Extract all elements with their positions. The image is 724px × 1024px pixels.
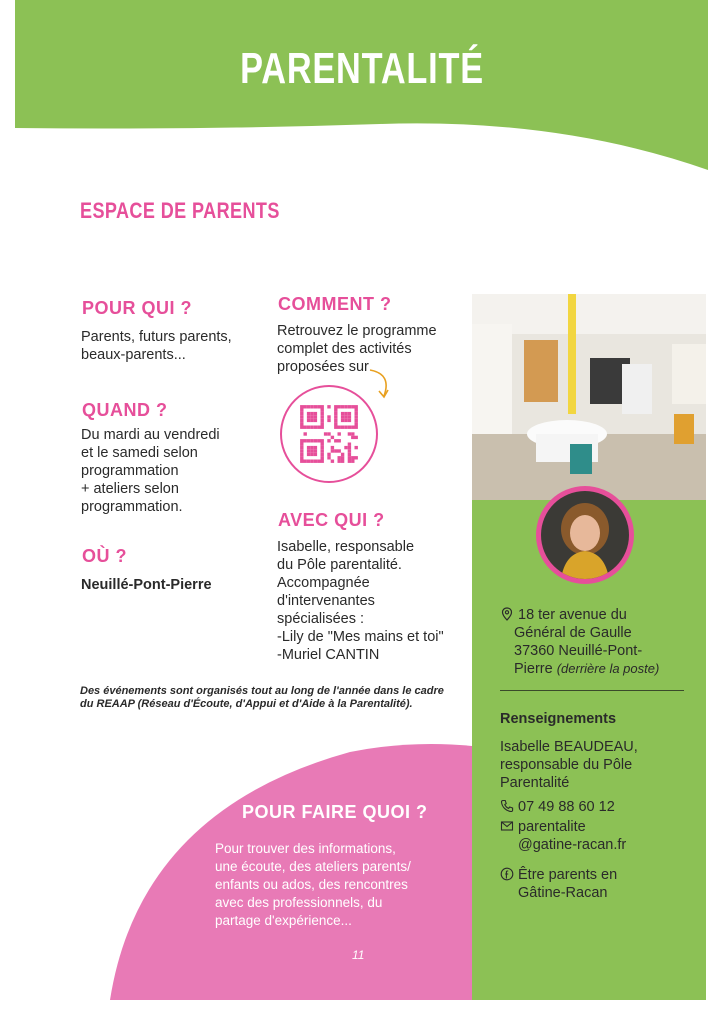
contact-heading: Renseignements <box>500 711 617 727</box>
qr-cell <box>338 456 341 459</box>
section-title: ESPACE DE PARENTS <box>80 198 280 223</box>
qr-cell <box>355 415 358 418</box>
qr-cell <box>334 422 337 425</box>
location-pin-icon <box>500 607 514 621</box>
qr-cell <box>351 426 354 429</box>
text-line: Du mardi au vendredi <box>81 427 220 443</box>
qr-cell <box>355 456 358 459</box>
qr-cell <box>300 409 303 412</box>
qr-cell <box>310 460 313 463</box>
text-line: Isabelle BEAUDEAU, <box>500 739 638 755</box>
facebook-line[interactable]: Gâtine-Racan <box>518 885 608 901</box>
ou-place: Neuillé-Pont-Pierre <box>81 577 212 593</box>
email-line[interactable]: parentalite <box>518 819 586 835</box>
qr-cell <box>300 460 303 463</box>
qr-cell <box>307 446 310 449</box>
qr-cell <box>327 405 330 408</box>
qr-cell <box>327 453 330 456</box>
qr-cell <box>338 439 341 442</box>
page-number: 11 <box>352 948 365 962</box>
qr-cell <box>355 436 358 439</box>
qr-cell <box>307 453 310 456</box>
qr-cell <box>338 449 341 452</box>
text-line <box>500 606 659 624</box>
qr-cell <box>341 453 344 456</box>
phone-number[interactable]: 07 49 88 60 12 <box>518 799 615 815</box>
qr-cell <box>300 456 303 459</box>
qr-cell <box>310 439 313 442</box>
text-line: d'intervenantes <box>277 593 375 609</box>
portrait-image <box>541 491 629 579</box>
qr-cell <box>341 419 344 422</box>
qr-cell <box>317 460 320 463</box>
qr-cell <box>310 419 313 422</box>
qr-cell <box>344 412 347 415</box>
qr-cell <box>310 412 313 415</box>
qr-cell <box>351 436 354 439</box>
qr-cell <box>300 419 303 422</box>
text-line <box>500 818 626 836</box>
text-line: spécialisées : <box>277 611 365 627</box>
qr-cell <box>321 409 324 412</box>
qr-cell <box>331 436 334 439</box>
qr-cell <box>351 405 354 408</box>
text-line: avec des professionnels, du <box>215 895 383 910</box>
qr-cell <box>355 426 358 429</box>
qr-cell <box>355 405 358 408</box>
address-line: 37360 Neuillé-Pont- <box>514 643 643 659</box>
qr-cell <box>317 426 320 429</box>
qr-cell <box>348 453 351 456</box>
qr-cell <box>307 439 310 442</box>
qr-cell <box>341 412 344 415</box>
qr-cell <box>341 456 344 459</box>
qr-cell <box>304 460 307 463</box>
comment-heading: COMMENT ? <box>278 294 392 314</box>
qr-cell <box>307 405 310 408</box>
qr-cell <box>344 415 347 418</box>
qr-cell <box>314 439 317 442</box>
qr-cell <box>334 415 337 418</box>
text-line: programmation. <box>81 499 183 515</box>
text-line: -Muriel CANTIN <box>277 647 380 663</box>
qr-cell <box>314 412 317 415</box>
pour-qui-heading: POUR QUI ? <box>82 298 193 318</box>
qr-cell <box>341 405 344 408</box>
qr-cell <box>307 449 310 452</box>
qr-cell <box>321 412 324 415</box>
qr-cell <box>355 409 358 412</box>
text-line: -Lily de "Mes mains et toi" <box>277 629 444 645</box>
qr-cell <box>348 412 351 415</box>
qr-cell <box>321 422 324 425</box>
text-line: + ateliers selon <box>81 481 179 497</box>
qr-cell <box>327 439 330 442</box>
divider <box>500 690 684 691</box>
qr-cell <box>348 449 351 452</box>
address-line <box>500 660 659 678</box>
text-line: complet des activités <box>277 341 412 357</box>
qr-cell <box>327 415 330 418</box>
facebook-line[interactable]: Être parents en <box>518 867 618 883</box>
text-line: programmation <box>81 463 179 479</box>
email[interactable] <box>500 818 626 854</box>
qr-cell <box>324 432 327 435</box>
qr-cell <box>300 405 303 408</box>
qr-cell <box>344 426 347 429</box>
qr-code[interactable] <box>279 384 379 484</box>
qr-cell <box>307 415 310 418</box>
qr-cell <box>300 443 303 446</box>
qr-cell <box>321 443 324 446</box>
qr-cell <box>310 415 313 418</box>
qr-cell <box>300 439 303 442</box>
page-title: PARENTALITÉ <box>240 44 484 93</box>
qr-cell <box>307 412 310 415</box>
qr-cell <box>317 439 320 442</box>
qr-cell <box>334 412 337 415</box>
pour-faire-quoi-heading: POUR FAIRE QUOI ? <box>242 802 428 822</box>
qr-cell <box>331 449 334 452</box>
address-last-line: Pierre <box>514 661 553 677</box>
qr-cell <box>321 426 324 429</box>
text-line: Retrouvez le programme <box>277 323 437 339</box>
qr-cell <box>300 415 303 418</box>
qr-cell <box>348 415 351 418</box>
email-line[interactable]: @gatine-racan.fr <box>518 837 627 853</box>
pour-qui-text <box>81 328 232 364</box>
text-line: Parents, futurs parents, <box>81 329 232 345</box>
qr-cell <box>351 432 354 435</box>
qr-cell <box>321 449 324 452</box>
qr-cell <box>355 422 358 425</box>
quand-text <box>81 426 220 516</box>
qr-cell <box>348 443 351 446</box>
qr-cell <box>300 412 303 415</box>
email-icon <box>500 819 514 833</box>
qr-cell <box>338 460 341 463</box>
qr-cell <box>338 432 341 435</box>
address-line: Général de Gaulle <box>514 625 632 641</box>
qr-cell <box>310 426 313 429</box>
text-line: Isabelle, responsable <box>277 539 415 555</box>
comment-text <box>277 322 437 376</box>
qr-cell <box>304 405 307 408</box>
qr-cell <box>348 426 351 429</box>
qr-cell <box>334 405 337 408</box>
qr-cell <box>321 446 324 449</box>
address-line: 18 ter avenue du <box>518 607 627 623</box>
phone-icon <box>500 799 514 813</box>
qr-cell <box>334 439 337 442</box>
avec-qui-heading: AVEC QUI ? <box>278 510 385 530</box>
qr-cell <box>307 419 310 422</box>
qr-cell <box>334 409 337 412</box>
text-line: enfants ou ados, des rencontres <box>215 877 408 892</box>
text-line: responsable du Pôle <box>500 757 633 773</box>
qr-cell <box>351 456 354 459</box>
contact-person <box>500 738 638 792</box>
address-note: (derrière la poste) <box>556 661 660 676</box>
qr-cell <box>314 460 317 463</box>
qr-cell <box>314 449 317 452</box>
qr-cell <box>310 453 313 456</box>
qr-cell <box>300 453 303 456</box>
qr-cell <box>327 432 330 435</box>
address <box>500 606 659 678</box>
phone[interactable] <box>500 798 615 816</box>
qr-cell <box>344 405 347 408</box>
qr-cell <box>344 446 347 449</box>
qr-cell <box>334 419 337 422</box>
pour-faire-quoi-text <box>215 840 445 930</box>
text-line: Accompagnée <box>277 575 370 591</box>
qr-cell <box>304 439 307 442</box>
qr-cell <box>348 460 351 463</box>
qr-cell <box>321 439 324 442</box>
ou-heading: OÙ ? <box>82 546 127 566</box>
facebook[interactable] <box>500 866 617 902</box>
avatar <box>536 486 634 584</box>
event-note: Des événements sont organisés tout au long de l'année dans le cadre du REAAP (Réseau d'Écoute, d'Appui et d'Aide à la Parentalité). <box>80 685 444 710</box>
qr-cell <box>314 405 317 408</box>
qr-cell <box>348 432 351 435</box>
qr-cell <box>355 446 358 449</box>
qr-cell <box>327 419 330 422</box>
qr-cell <box>310 446 313 449</box>
qr-cell <box>341 426 344 429</box>
qr-cell <box>314 426 317 429</box>
qr-cell <box>348 456 351 459</box>
qr-cell <box>314 419 317 422</box>
qr-cell <box>314 415 317 418</box>
qr-cell <box>334 449 337 452</box>
qr-cell <box>307 426 310 429</box>
qr-cell <box>300 426 303 429</box>
qr-cell <box>300 446 303 449</box>
qr-cell <box>321 405 324 408</box>
qr-cell <box>300 449 303 452</box>
qr-cell <box>304 432 307 435</box>
qr-cell <box>338 405 341 408</box>
qr-cell <box>314 453 317 456</box>
qr-cell <box>307 460 310 463</box>
qr-cell <box>348 419 351 422</box>
qr-cell <box>348 446 351 449</box>
qr-cell <box>314 446 317 449</box>
qr-cell <box>341 460 344 463</box>
text-line: proposées sur <box>277 359 369 375</box>
room-photo <box>472 294 706 500</box>
qr-cell <box>348 405 351 408</box>
text-line: Parentalité <box>500 775 570 791</box>
qr-cell <box>321 453 324 456</box>
qr-cell <box>310 405 313 408</box>
qr-cell <box>321 460 324 463</box>
quand-heading: QUAND ? <box>82 400 168 420</box>
qr-cell <box>321 419 324 422</box>
text-line: une écoute, des ateliers parents/ <box>215 859 411 874</box>
qr-cell <box>310 449 313 452</box>
qr-cell <box>321 456 324 459</box>
facebook-icon <box>500 867 514 881</box>
qr-cell <box>304 426 307 429</box>
qr-cell <box>334 426 337 429</box>
qr-cell <box>321 415 324 418</box>
qr-cell <box>331 446 334 449</box>
text-line: beaux-parents... <box>81 347 186 363</box>
qr-cell <box>317 405 320 408</box>
qr-cell <box>355 419 358 422</box>
text-line: Pour trouver des informations, <box>215 841 396 856</box>
qr-cell <box>344 419 347 422</box>
qr-cell <box>355 412 358 415</box>
text-line: du Pôle parentalité. <box>277 557 402 573</box>
header-banner <box>0 0 724 190</box>
qr-cell <box>338 426 341 429</box>
text-line: et le samedi selon <box>81 445 198 461</box>
avec-qui-text <box>277 538 444 664</box>
qr-cell <box>327 456 330 459</box>
qr-cell <box>331 460 334 463</box>
text-line: partage d'expérience... <box>215 913 352 928</box>
text-line <box>500 866 617 884</box>
qr-cell <box>351 460 354 463</box>
qr-cell <box>341 415 344 418</box>
qr-cell <box>300 422 303 425</box>
